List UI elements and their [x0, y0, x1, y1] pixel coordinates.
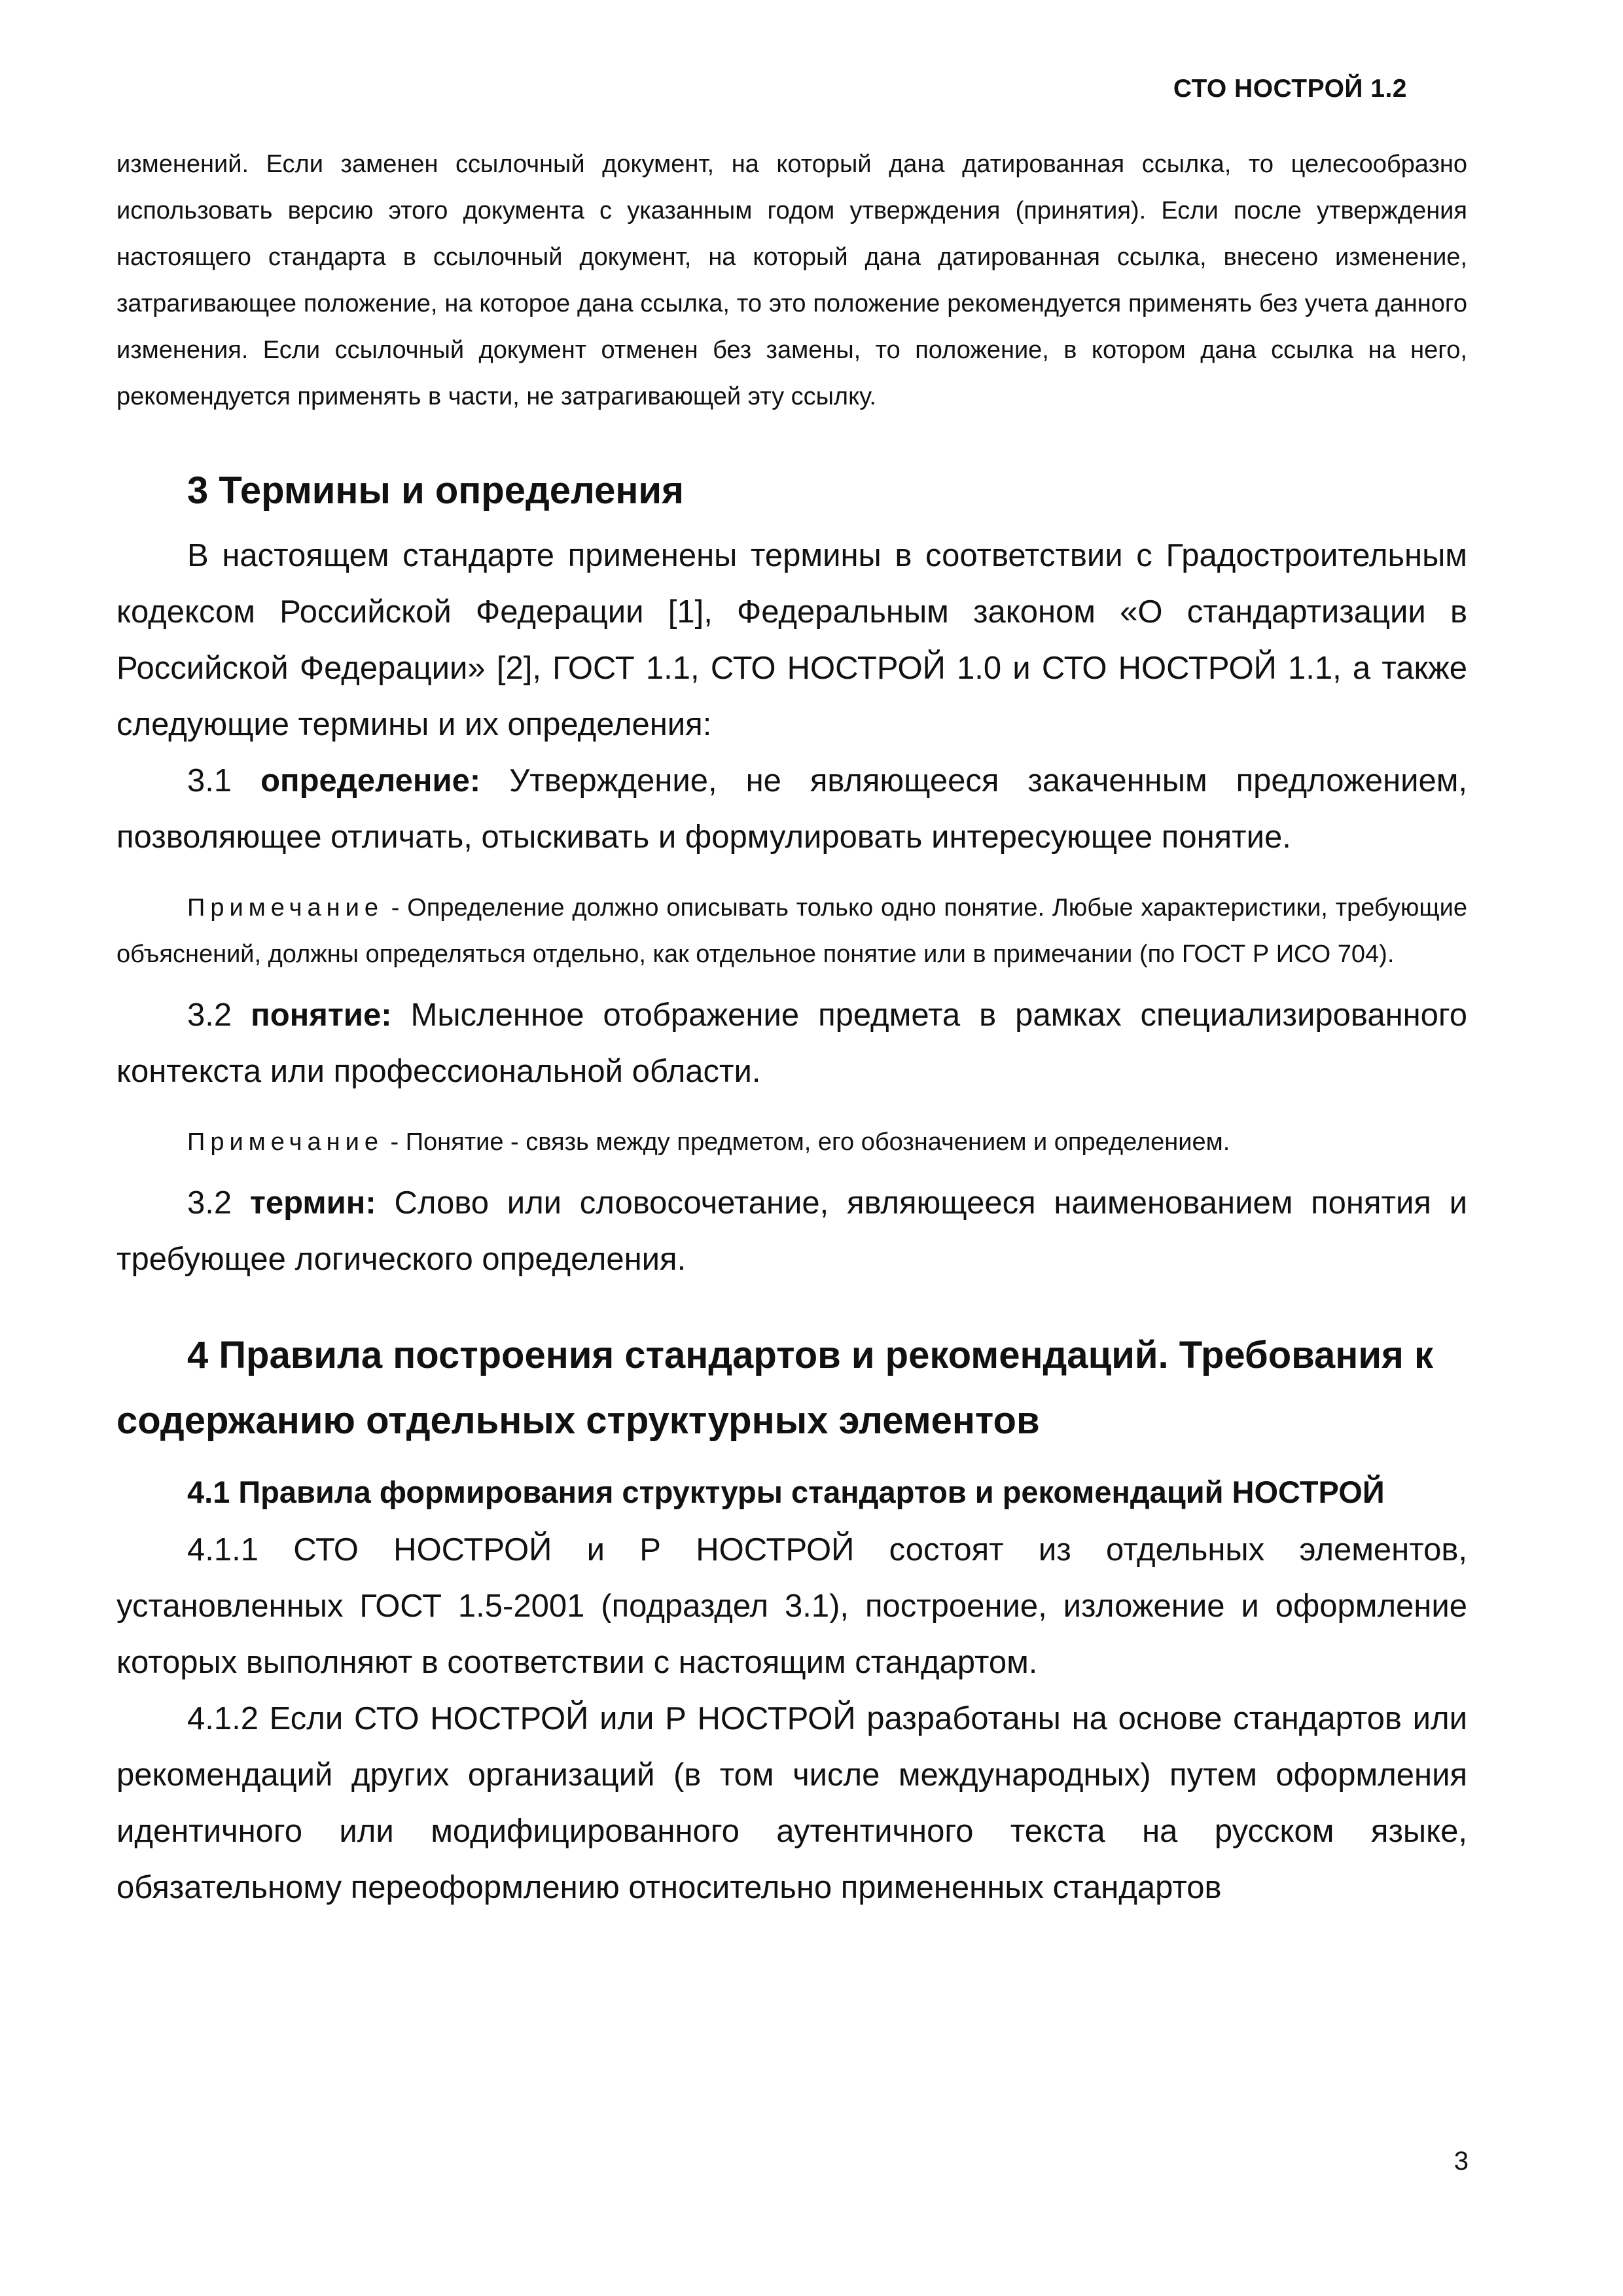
term-name: определение: — [260, 763, 481, 798]
term-text: Утверждение, не являющееся закаченным предложением, позволяющее отличать, отыскивать и формулировать интересующее понятие. — [116, 763, 1467, 855]
term-text: Мысленное отображение предмета в рамках специализированного контекста или профессиональной области. — [116, 997, 1467, 1089]
note-text: - Понятие - связь между предметом, его обозначением и определением. — [383, 1128, 1230, 1156]
paragraph-4-1-2: 4.1.2 Если СТО НОСТРОЙ или Р НОСТРОЙ разработаны на основе стандартов или рекомендаций других организаций (в том числе международных) путем оформления идентичного или модифицированного аутентичного текста на русском языке, обязательному переоформлению относительно примененных стандартов — [116, 1701, 1467, 1905]
term-concept — [116, 987, 1467, 1100]
paragraph-4-1-1: 4.1.1 СТО НОСТРОЙ и Р НОСТРОЙ состоят из отдельных элементов, установленных ГОСТ 1.5-2001 (подраздел 3.1), построение, изложение и оформление которых выполняют в соответствии с настоящим стандартом. — [116, 1532, 1467, 1680]
page-number: 3 — [1454, 2147, 1469, 2176]
term-definition — [116, 753, 1467, 865]
note-text: - Определение должно описывать только одно понятие. Любые характеристики, требующие объяснений, должны определяться отдельно, как отдельное понятие или в примечании (по ГОСТ Р ИСО 704). — [116, 894, 1467, 968]
term-number: 3.2 — [187, 997, 251, 1033]
section-3-lead: В настоящем стандарте применены термины в соответствии с Градостроительным кодексом Российской Федерации [1], Федеральным законом «О стандартизации в Российской Федерации» [2], ГОСТ 1.1, СТО НОСТРОЙ 1.0 и СТО НОСТРОЙ 1.1, а также следующие термины и их определения: — [116, 538, 1467, 742]
term-number: 3.2 — [187, 1185, 250, 1221]
note-label: Примечание — [187, 894, 383, 922]
term-text: Слово или словосочетание, являющееся наименованием понятия и требующее логического определения. — [116, 1185, 1467, 1277]
section-3-heading: 3 Термины и определения — [187, 469, 684, 512]
term-name: понятие: — [251, 997, 392, 1033]
term-name: термин: — [249, 1185, 376, 1221]
page-body — [116, 141, 1467, 1916]
note-label: Примечание — [187, 1128, 383, 1156]
subsection-4-1-heading: 4.1 Правила формирования структуры стандартов и рекомендаций НОСТРОЙ — [187, 1475, 1385, 1509]
header-doc-code: СТО НОСТРОЙ 1.2 — [1173, 75, 1407, 103]
term-number: 3.1 — [187, 763, 261, 798]
term-term — [116, 1175, 1467, 1287]
note-2 — [116, 1119, 1467, 1166]
intro-paragraph: изменений. Если заменен ссылочный документ, на который дана датированная ссылка, то целесообразно использовать версию этого документа с указанным годом утверждения (принятия). Если после утверждения настоящего стандарта в ссылочный документ, на который дана датированная ссылка, внесено изменение, затрагивающее положение, на которое дана ссылка, то это положение рекомендуется применять без учета данного изменения. Если ссылочный документ отменен без замены, то положение, в котором дана ссылка на него, рекомендуется применять в части, не затрагивающей эту ссылку. — [116, 151, 1467, 410]
section-4-heading: 4 Правила построения стандартов и рекомендаций. Требования к содержанию отдельных структурных элементов — [116, 1334, 1433, 1442]
note-1 — [116, 885, 1467, 978]
